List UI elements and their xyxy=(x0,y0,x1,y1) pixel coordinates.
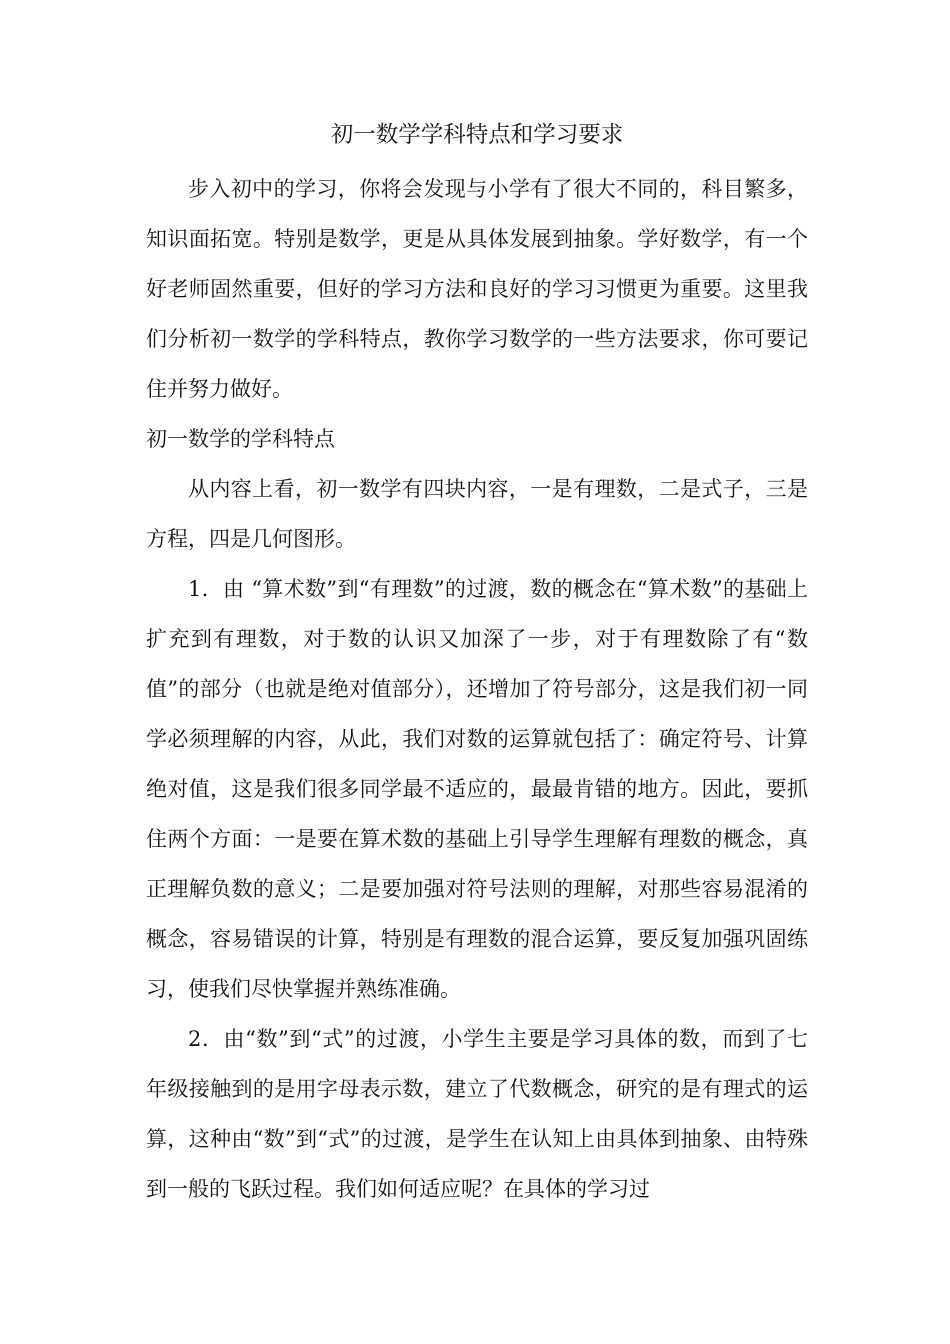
section-heading: 初一数学的学科特点 xyxy=(146,427,335,451)
document-title: 初一数学学科特点和学习要求 xyxy=(330,122,624,148)
point-1-paragraph: 1．由 “算术数”到“有理数”的过渡，数的概念在“算术数”的基础上扩充到有理数，对于数的认识又加深了一步，对于有理数除了有“数值”的部分（也就是绝对值部分），还增加了符号部分，这是我们初一同学必须理解的内容，从此，我们对数的运算就包括了：确定符号、计算绝对值，这是我们很多同学最不适应的，最最肯错的地方。因此，要抓住两个方面：一是要在算术数的基础上引导学生理解有理数的概念，真正理解负数的意义；二是要加强对符号法则的理解，对那些容易混淆的概念，容易错误的计算，特别是有理数的混合运算，要反复加强巩固练习，使我们尽快掌握并熟练准确。 xyxy=(146,577,808,1001)
intro-paragraph: 步入初中的学习，你将会发现与小学有了很大不同的，科目繁多，知识面拓宽。特别是数学，更是从具体发展到抽象。学好数学，有一个好老师固然重要，但好的学习方法和良好的学习习惯更为重要。这里我们分析初一数学的学科特点，教你学习数学的一些方法要求，你可要记住并努力做好。 xyxy=(146,177,808,401)
point-2-paragraph: 2．由“数”到“式”的过渡，小学生主要是学习具体的数，而到了七年级接触到的是用字母表示数，建立了代数概念，研究的是有理式的运算，这种由“数”到“式”的过渡，是学生在认知上由具体到抽象、由特殊到一般的飞跃过程。我们如何适应呢？在具体的学习过 xyxy=(146,1027,808,1201)
document-body xyxy=(146,110,808,1214)
content-overview-paragraph: 从内容上看，初一数学有四块内容，一是有理数，二是式子，三是方程，四是几何图形。 xyxy=(146,477,808,551)
